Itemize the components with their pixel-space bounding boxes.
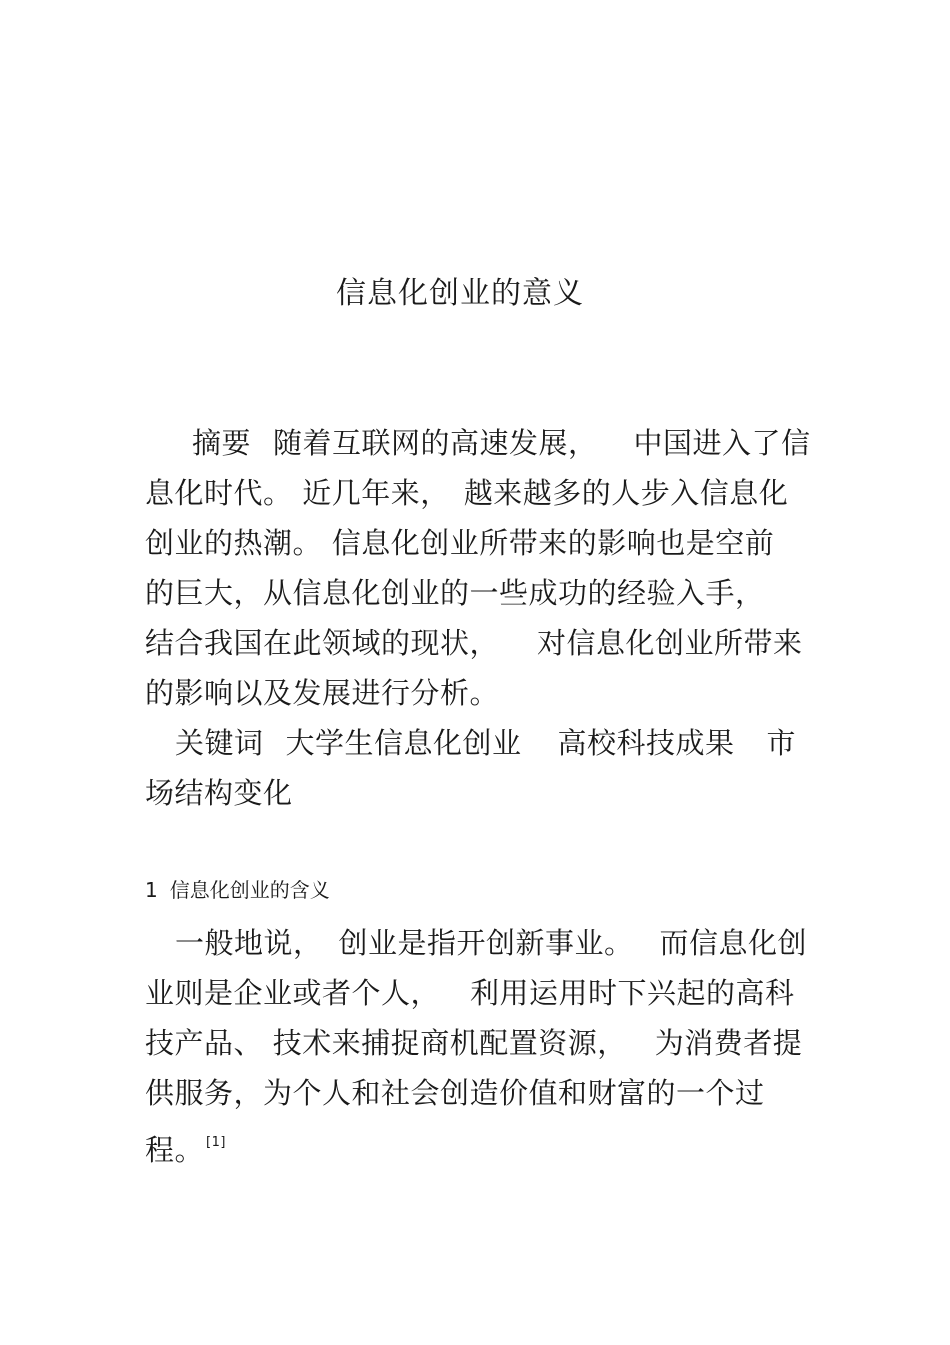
keywords-line-2: 场结构变化 xyxy=(145,776,293,810)
abstract-line-5 xyxy=(145,623,803,663)
section-text: 为消费者提 xyxy=(654,1026,803,1060)
abstract-text: 中国进入了信 xyxy=(633,426,811,460)
section-text: 而信息化创 xyxy=(659,926,808,960)
section-text: 程。 xyxy=(145,1133,205,1167)
document-title: 信息化创业的意义 xyxy=(336,276,584,311)
section-title: 信息化创业的含义 xyxy=(169,878,330,902)
section-line-1 xyxy=(175,923,807,963)
abstract-text: 对信息化创业所带来 xyxy=(537,626,803,660)
section-line-2 xyxy=(145,973,795,1013)
section-text: 业则是企业或者个人， xyxy=(145,976,441,1010)
abstract-line-3: 创业的热潮。 信息化创业所带来的影响也是空前 xyxy=(145,526,775,560)
section-text: 创业是指开创新事业。 xyxy=(338,926,634,960)
keywords-line-1 xyxy=(175,723,796,763)
abstract-text: 越来越多的人步入信息化 xyxy=(463,476,789,510)
section-text: 利用运用时下兴起的高科 xyxy=(470,976,795,1010)
citation-marker: [1] xyxy=(206,1135,226,1150)
abstract-line-6: 的影响以及发展进行分析。 xyxy=(145,676,500,710)
section-text: 技产品、 技术来捕捉商机配置资源， xyxy=(145,1026,627,1060)
abstract-text: 息化时代。 近几年来， xyxy=(145,476,450,510)
abstract-text: 随着互联网的高速发展， xyxy=(273,426,598,460)
section-text: 一般地说， xyxy=(175,926,323,960)
abstract-line-2 xyxy=(145,473,788,513)
keyword-item: 高校科技成果 xyxy=(557,726,735,760)
section-heading xyxy=(145,876,330,904)
abstract-line-4: 的巨大，从信息化创业的一些成功的经验入手， xyxy=(145,576,765,610)
abstract-label: 摘要 xyxy=(192,426,252,460)
section-line-3 xyxy=(145,1023,802,1063)
abstract-text: 结合我国在此领域的现状， xyxy=(145,626,500,660)
keyword-item: 市 xyxy=(766,726,797,760)
keyword-item: 大学生信息化创业 xyxy=(285,726,522,760)
section-line-4: 供服务，为个人和社会创造价值和财富的一个过 xyxy=(145,1076,765,1110)
section-number: 1 xyxy=(145,878,158,902)
section-line-5 xyxy=(145,1123,226,1170)
abstract-line-1 xyxy=(192,423,811,463)
keywords-label: 关键词 xyxy=(175,726,264,760)
